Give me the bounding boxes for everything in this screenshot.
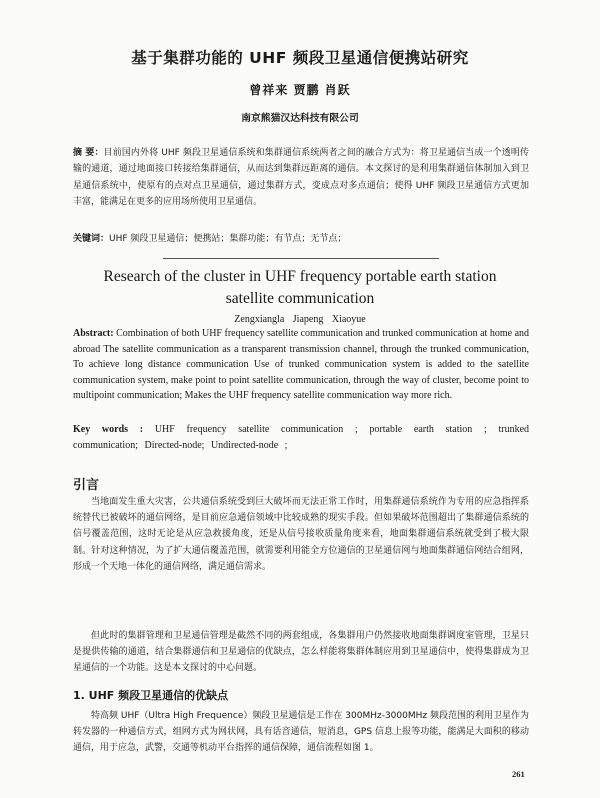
section-heading-intro: 引言 xyxy=(73,478,100,493)
paper-title-cn: 基于集群功能的 UHF 频段卫星通信便携站研究 xyxy=(131,49,469,67)
affiliation-cn: 南京熊猫汉达科技有限公司 xyxy=(241,113,359,124)
page-number: 261 xyxy=(512,769,525,779)
keywords-en-text: UHF frequency satellite communication ; portable earth station ; trunked communication; Directed-node; Undirected-node ; xyxy=(73,424,530,451)
abstract-cn-label: 摘 要： xyxy=(73,148,104,158)
abstract-cn xyxy=(73,145,529,211)
keywords-cn-label: 关键词： xyxy=(73,234,110,244)
body-paragraph-3: 特高频 UHF（Ultra High Frequence）频段卫星通信是工作在 300MHz-3000MHz 频段范围的利用卫星作为转发器的一种通信方式，组网方式为网状网，具有话音通信，短消息，GPS 信息上报等功能，能满足大面积的移动通信，用于应急，武警，交通等机动平台指挥的通信保障，通信流程如图 1。 xyxy=(73,711,529,754)
section-heading-1: 1. UHF 频段卫星通信的优缺点 xyxy=(73,689,229,702)
keywords-cn-text: UHF 频段卫星通信；便携站；集群功能；有节点；无节点； xyxy=(109,234,347,244)
abstract-en-label: Abstract: xyxy=(73,328,114,339)
abstract-cn-text: 目前国内外将 UHF 频段卫星通信系统和集群通信系统两者之间的融合方式为：将卫星通信当成一个透明传输的通道，通过地面接口转接给集群通信，从而达到集群远距离的通信。本文探讨的是利用集群通信体制加入到卫星通信系统中，使原有的点对点卫星通信，通过集群方式，变成点对多点通信；使得 UHF 频段卫星通信方式更加丰富，能满足在更多的应用场所使用卫星通信。 xyxy=(73,148,529,208)
keywords-en-label: Key words : xyxy=(73,424,144,435)
keywords-en xyxy=(73,422,529,454)
abstract-en xyxy=(73,326,529,404)
authors-cn: 曾祥来 贾鹏 肖跃 xyxy=(249,83,351,97)
abstract-en-text: Combination of both UHF frequency satellite communication and trunked communication at home and abroad The satellite communication as a transparent transmission channel, through the trunked communication, To achieve long distance communication Use of trunked communication system is added to the satellite communication system, make point to point satellite communication, through the way of cluster, become point to multipoint communication; Makes the UHF frequency satellite communication way more rich. xyxy=(73,328,530,402)
authors-en: Zengxiangla Jiapeng Xiaoyue xyxy=(234,314,366,325)
body-paragraph-1: 当地面发生重大灾害，公共通信系统受到巨大破坏而无法正常工作时，用集群通信系统作为专用的应急指挥系统替代已被破坏的通信网络，是目前应急通信领域中比较成熟的现实手段。但如果破坏范围超出了集群通信系统的信号覆盖范围，这时无论是从应急救援角度，还是从信号接收质量角度来看，地面集群通信系统就受到了极大限制。针对这种情况，为了扩大通信覆盖范围，就需要利用能全方位通信的卫星通信网与地面集群通信网结合组网，形成一个天地一体化的通信网络，满足通信需求。 xyxy=(73,497,529,572)
paper-title-en: Research of the cluster in UHF frequency portable earth station satellite communication xyxy=(103,268,497,307)
body-paragraph-2: 但此时的集群管理和卫星通信管理是截然不同的两套组成，各集群用户仍然接收地面集群调度室管理，卫星只是提供传输的通道，结合集群通信和卫星通信的优缺点，怎么样能将集群体制应用到卫星通信中，使得集群成为卫星通信的一个功能。这是本文探讨的中心问题。 xyxy=(73,631,529,674)
section-divider xyxy=(163,258,439,259)
keywords-cn xyxy=(73,232,529,246)
